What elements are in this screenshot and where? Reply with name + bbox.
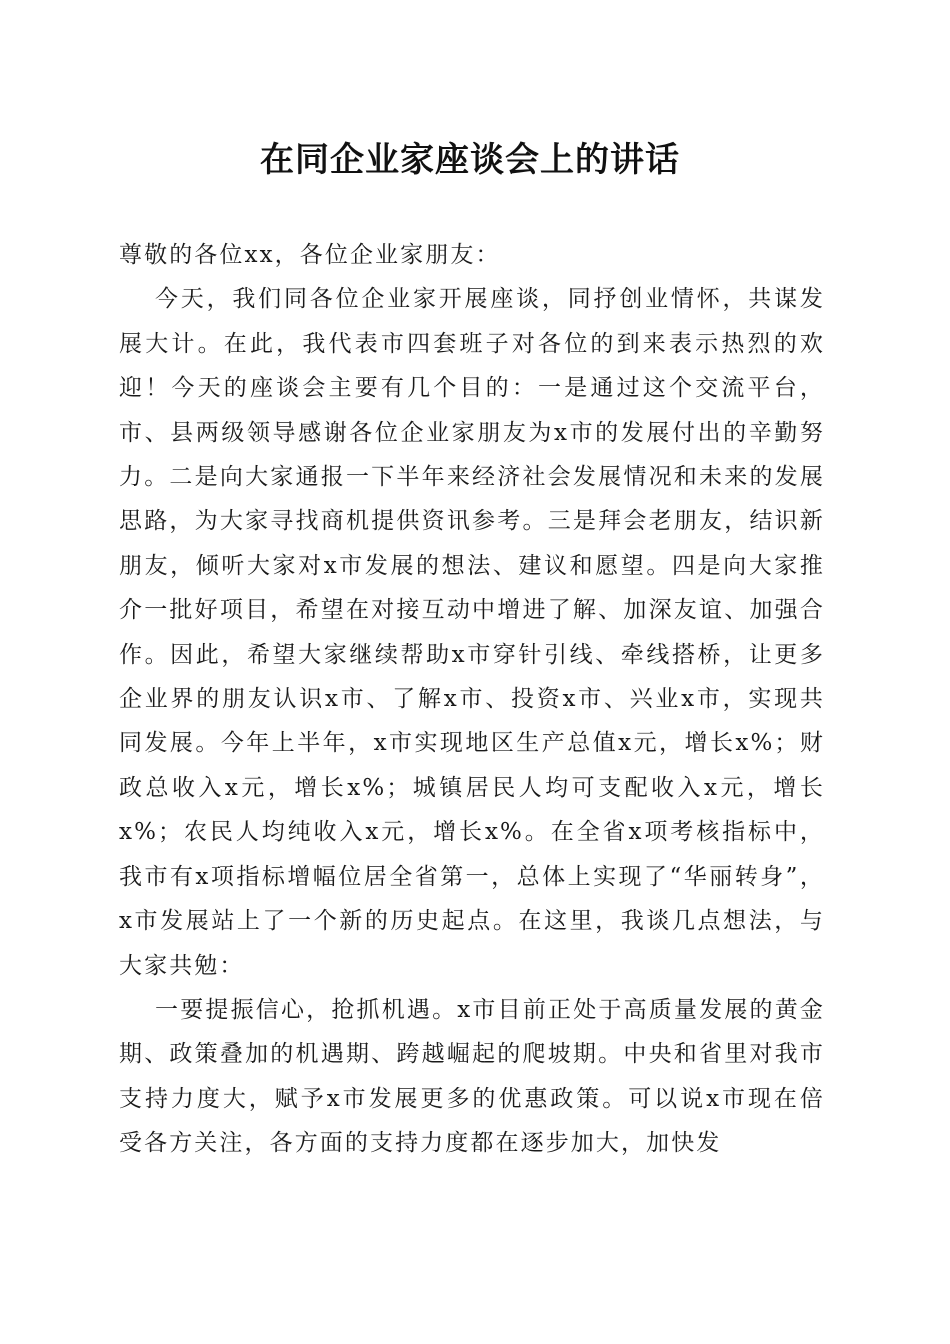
page-title: 在同企业家座谈会上的讲话 [260,140,680,180]
salutation: 尊敬的各位xx，各位企业家朋友： [119,242,501,268]
document-body [119,233,825,1166]
paragraph-intro: 今天，我们同各位企业家开展座谈，同抒创业情怀，共谋发展大计。在此，我代表市四套班子对各位的到来表示热烈的欢迎！今天的座谈会主要有几个目的：一是通过这个交流平台，市、县两级领导感谢各位企业家朋友为x市的发展付出的辛勤努力。二是向大家通报一下半年来经济社会发展情况和未来的发展思路，为大家寻找商机提供资讯参考。三是拜会老朋友，结识新朋友，倾听大家对x市发展的想法、建议和愿望。四是向大家推介一批好项目，希望在对接互动中增进了解、加深友谊、加强合作。因此，希望大家继续帮助x市穿针引线、牵线搭桥，让更多企业界的朋友认识x市、了解x市、投资x市、兴业x市，实现共同发展。今年上半年，x市实现地区生产总值x元，增长x%；财政总收入x元，增长x%；城镇居民人均可支配收入x元，增长x%；农民人均纯收入x元，增长x%。在全省x项考核指标中，我市有x项指标增幅位居全省第一，总体上实现了“华丽转身”，x市发展站上了一个新的历史起点。在这里，我谈几点想法，与大家共勉： [119,286,825,979]
paragraph-first-point: 一要提振信心，抢抓机遇。x市目前正处于高质量发展的黄金期、政策叠加的机遇期、跨越崛起的爬坡期。中央和省里对我市支持力度大，赋予x市发展更多的优惠政策。可以说x市现在倍受各方关注，各方面的支持力度都在逐步加大，加快发 [119,996,825,1157]
